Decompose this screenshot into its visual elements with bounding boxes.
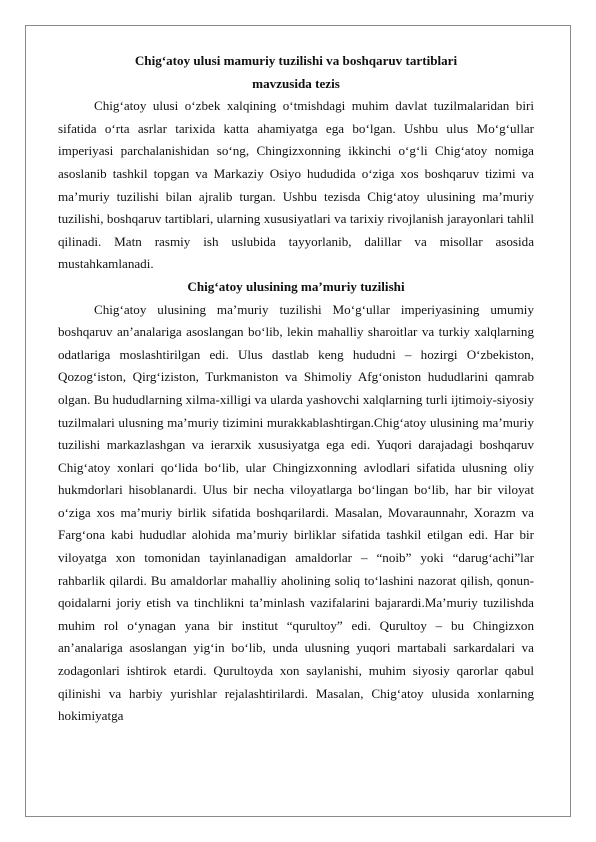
intro-paragraph: Chig‘atoy ulusi o‘zbek xalqining o‘tmishdagi muhim davlat tuzilmalaridan biri sifatida o‘rta asrlar tarixida katta ahamiyatga ega bo‘lgan. Ushbu ulus Mo‘g‘ullar imperiyasi parchalanishidan so‘ng, Chingizxonning ikkinchi o‘g‘li Chig‘atoy nomiga asoslanib tashkil topgan va Markaziy Osiyo hududida o‘ziga xos boshqaruv tizimi va ma’muriy tuzilishi bilan ajralib turgan. Ushbu tezisda Chig‘atoy ulusining ma’muriy tuzilishi, boshqaruv tartiblari, ularning xususiyatlari va tarixiy rivojlanish jarayonlari tahlil qilinadi. Matn rasmiy ish uslubida tayyorlanib, dalillar va misollar asosida mustahkamlanadi. [58,98,534,272]
document-body [58,50,534,728]
document-subtitle: mavzusida tezis [252,75,340,91]
section-heading: Chig‘atoy ulusining ma’muriy tuzilishi [187,278,405,294]
document-title: Chig‘atoy ulusi mamuriy tuzilishi va boshqaruv tartiblari [134,53,458,68]
body-paragraph: Chig‘atoy ulusining ma’muriy tuzilishi Mo‘g‘ullar imperiyasining umumiy boshqaruv an’analariga asoslangan bo‘lib, lekin mahalliy sharoitlar va turkiy xalqlarning odatlariga moslashtirilgan edi. Ulus dastlab keng hududni – hozirgi O‘zbekiston, Qozog‘iston, Qirg‘iziston, Turkmaniston va Shimoliy Afg‘oniston hududlarini qamrab olgan. Bu hududlarning xilma-xilligi va ularda yashovchi xalqlarning turli ijtimoiy-siyosiy tuzilmalari ulusning ma’muriy tizimini murakkablashtirgan.Chig‘atoy ulusining ma’muriy tuzilishi markazlashgan va ierarxik xususiyatga ega edi. Yuqori darajadagi boshqaruv Chig‘atoy xonlari qo‘lida bo‘lib, ular Chingizxonning avlodlari sifatida ulusning oliy hukmdorlari hisoblanardi. Ulus bir necha viloyatlarga bo‘lingan bo‘lib, har bir viloyat o‘ziga xos ma’muriy birlik sifatida boshqarilardi. Masalan, Movaraunnahr, Xorazm va Farg‘ona kabi hududlar alohida ma’muriy birliklar sifatida tashkil etilgan edi. Har bir viloyatga xon tomonidan tayinlanadigan amaldorlar – “noib” yoki “darug‘achi”lar rahbarlik qilardi. Bu amaldorlar mahalliy aholining soliq to‘lashini nazorat qilish, qonun-qoidalarni joriy etish va tinchlikni ta’minlash vazifalarini bajarardi.Ma’muriy tuzilishda muhim rol o‘ynagan yana bir institut “qurultoy” edi. Qurultoy – bu Chingizxon an’analariga asoslangan yig‘in bo‘lib, unda ulusning yuqori martabali sarkardalari va zodagonlari ishtirok etardi. Qurultoyda xon saylanishi, muhim siyosiy qarorlar qabul qilinishi va harbiy yurishlar rejalashtirilardi. Masalan, Chig‘atoy ulusida xonlarning hokimiyatga [58,301,534,724]
